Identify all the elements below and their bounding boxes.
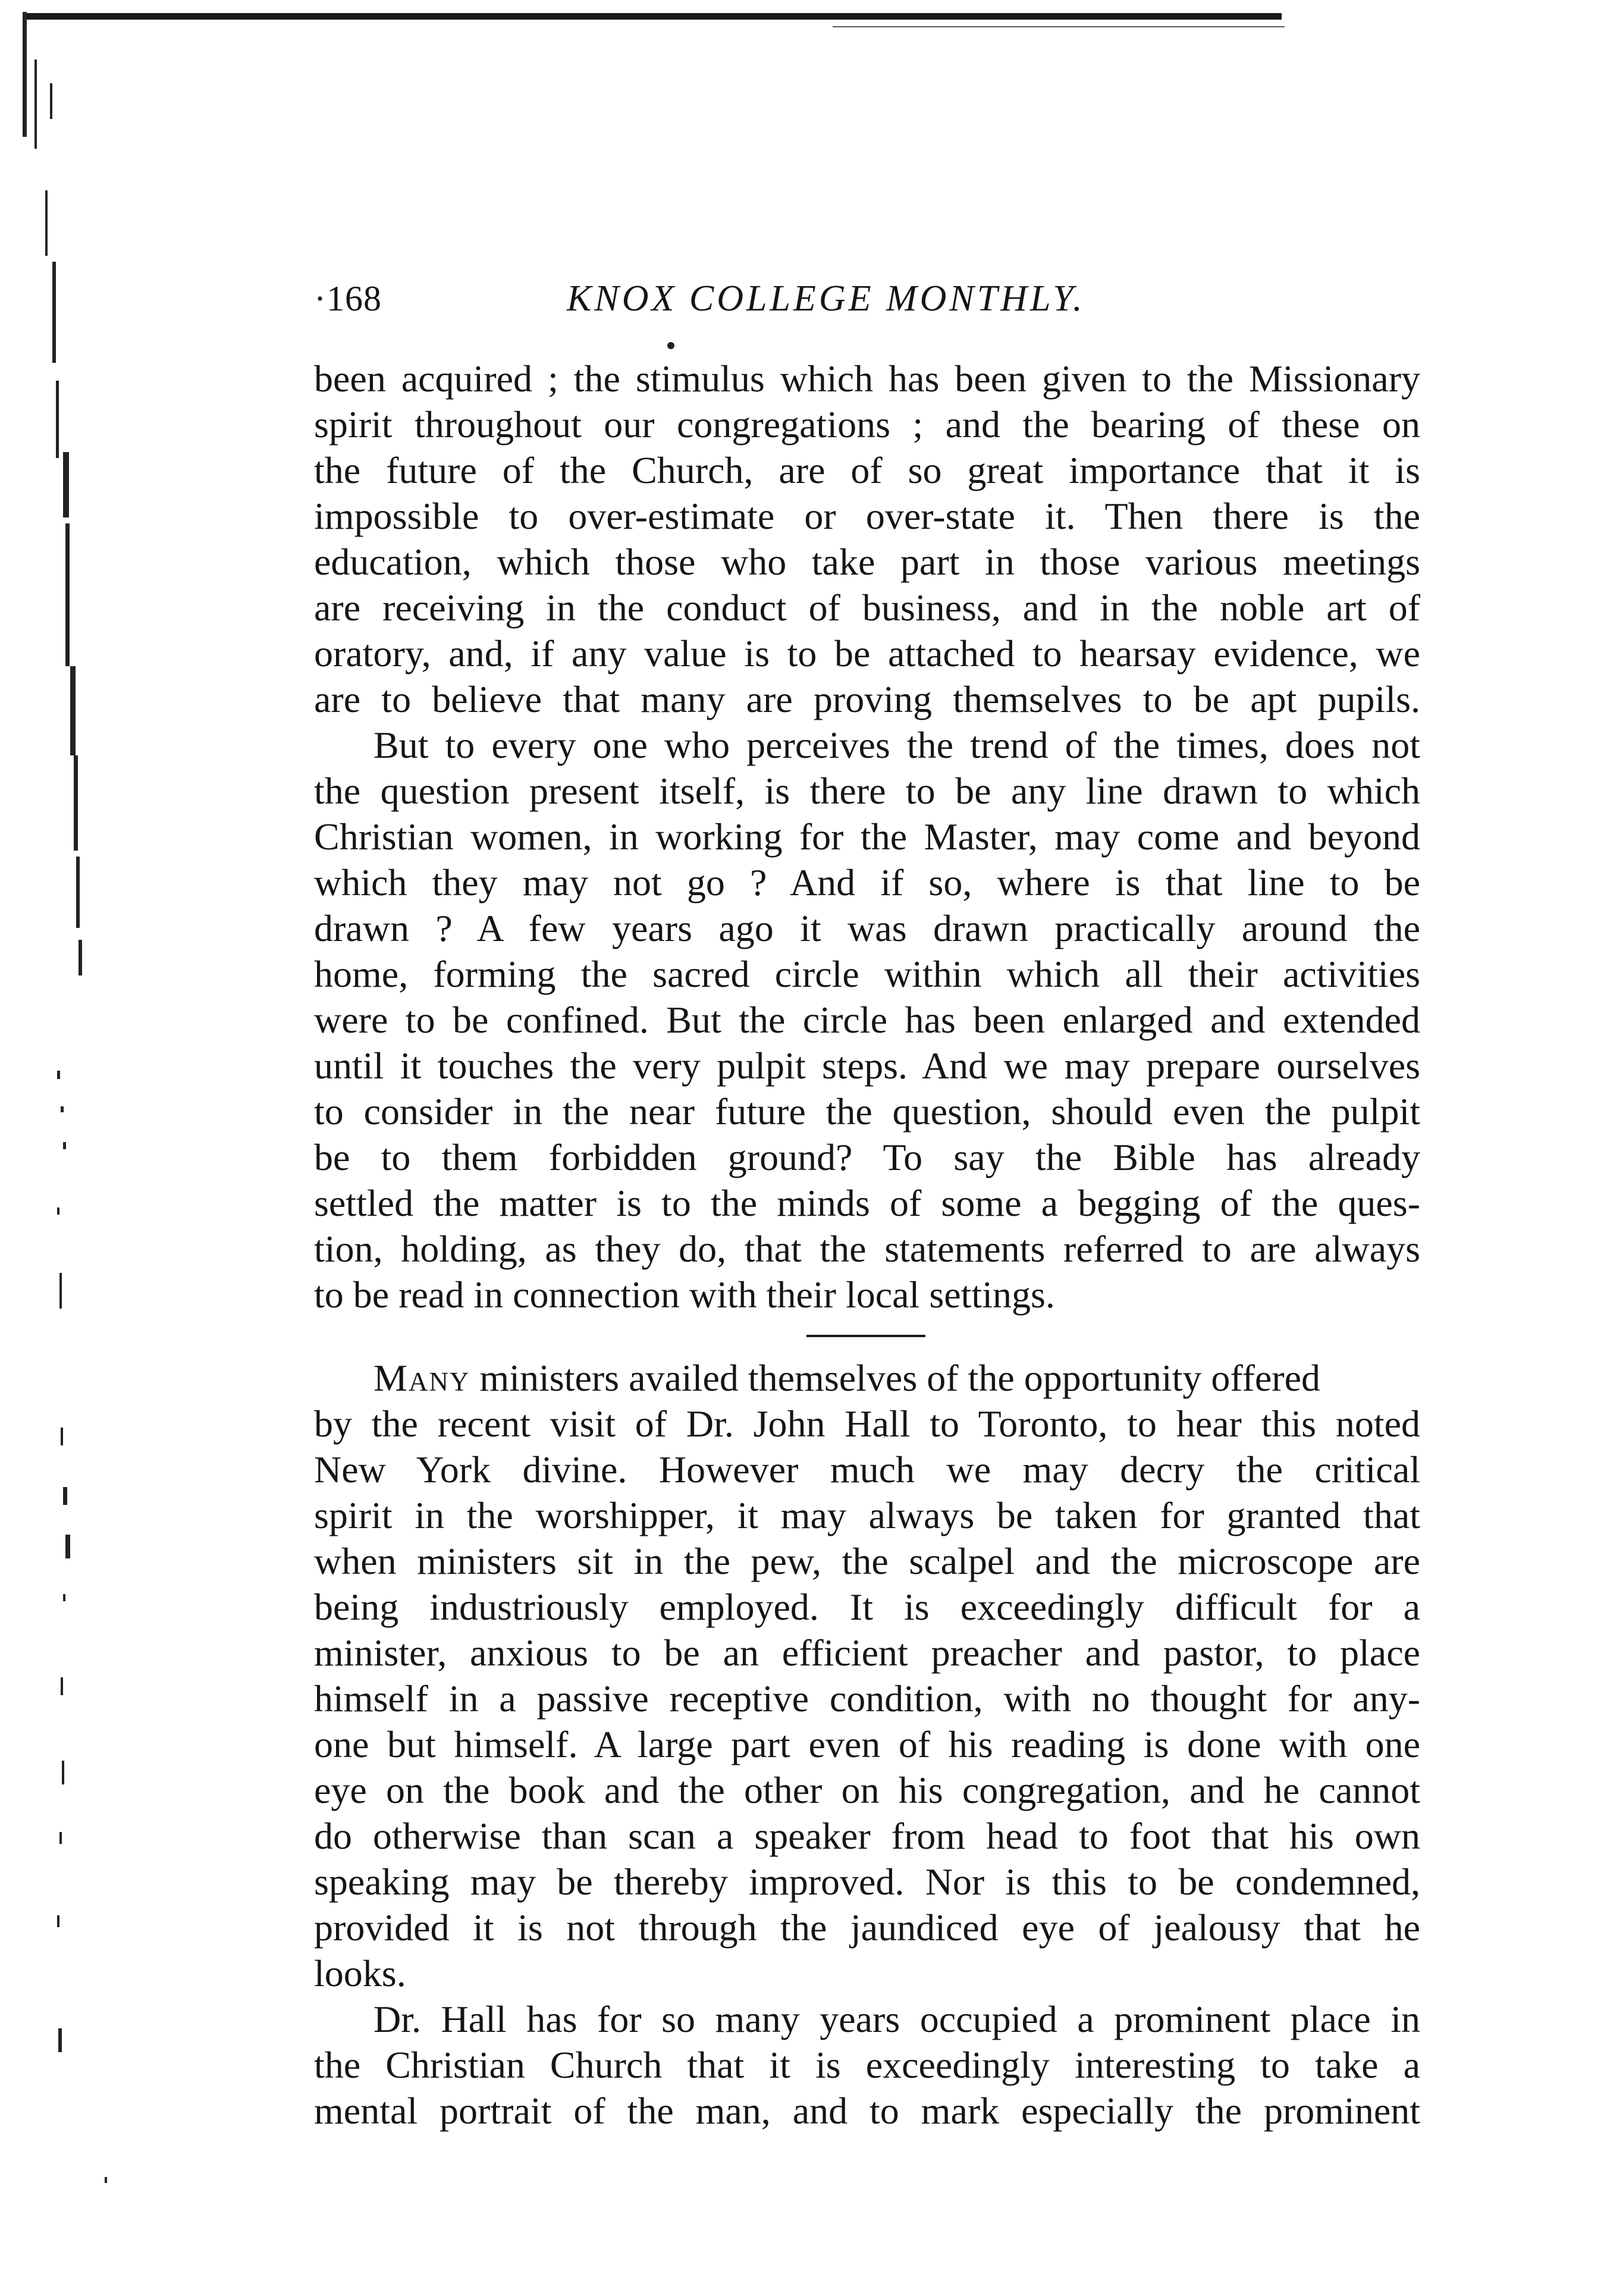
text-line: looks. bbox=[314, 1952, 406, 1994]
text-line: being industriously employed. It is exceedingly difficult for a bbox=[314, 1586, 1420, 1628]
header-dot-mark bbox=[667, 342, 674, 349]
text-line: provided it is not through the jaundiced eye of jealousy that he bbox=[314, 1906, 1420, 1949]
text-line: one but himself. A large part even of his reading is done with one bbox=[314, 1723, 1420, 1765]
section-divider bbox=[806, 1335, 925, 1337]
scan-top-rule bbox=[27, 13, 1282, 20]
text-line: tion, holding, as they do, that the statements referred to are always bbox=[314, 1228, 1420, 1270]
text-line bbox=[314, 1355, 1420, 1401]
text-line: are to believe that many are proving themselves to be apt pupils. bbox=[314, 678, 1420, 720]
scan-top-rule-thin bbox=[833, 26, 1285, 27]
scan-gutter-marks bbox=[21, 12, 111, 2248]
text-line: do otherwise than scan a speaker from head to foot that his own bbox=[314, 1815, 1420, 1857]
text-line: drawn ? A few years ago it was drawn practically around the bbox=[314, 907, 1420, 949]
text-line: by the recent visit of Dr. John Hall to Toronto, to hear this noted bbox=[314, 1403, 1420, 1445]
text-line: the question present itself, is there to be any line drawn to which bbox=[314, 770, 1420, 812]
text-line: to be read in connection with their local settings. bbox=[314, 1274, 1055, 1316]
text-line: to consider in the near future the question, should even the pulpit bbox=[314, 1090, 1420, 1133]
text-line: until it touches the very pulpit steps. And we may prepare ourselves bbox=[314, 1045, 1420, 1087]
text-line: minister, anxious to be an efficient preacher and pastor, to place bbox=[314, 1632, 1420, 1674]
text-line: himself in a passive receptive condition, with no thought for any- bbox=[314, 1677, 1420, 1720]
text-line: mental portrait of the man, and to mark especially the prominent bbox=[314, 2090, 1420, 2132]
text-line: speaking may be thereby improved. Nor is this to be condemned, bbox=[314, 1861, 1420, 1903]
text-line: impossible to over-estimate or over-state it. Then there is the bbox=[314, 495, 1420, 537]
text-line: are receiving in the conduct of business, and in the noble art of bbox=[314, 586, 1420, 629]
text-line: which they may not go ? And if so, where is that line to be bbox=[314, 861, 1420, 904]
text-line: were to be confined. But the circle has been enlarged and extended bbox=[314, 999, 1420, 1041]
text-line: when ministers sit in the pew, the scalpel and the microscope are bbox=[314, 1540, 1420, 1582]
text-line: New York divine. However much we may decry the critical bbox=[314, 1448, 1420, 1491]
text-line: the future of the Church, are of so great importance that it is bbox=[314, 449, 1420, 491]
text-block-2 bbox=[314, 1355, 1420, 2134]
journal-title: KNOX COLLEGE MONTHLY. bbox=[567, 278, 1085, 319]
text-line: Christian women, in working for the Master, may come and beyond bbox=[314, 815, 1420, 858]
text-line-rest: ministers availed themselves of the opportunity offered bbox=[470, 1357, 1320, 1399]
text-line: home, forming the sacred circle within which all their activities bbox=[314, 953, 1420, 995]
text-line: eye on the book and the other on his congregation, and he cannot bbox=[314, 1769, 1420, 1811]
text-line: Dr. Hall has for so many years occupied a prominent place in bbox=[373, 1998, 1420, 2040]
text-line: been acquired ; the stimulus which has been given to the Missionary bbox=[314, 357, 1420, 400]
text-block-1 bbox=[314, 356, 1420, 1318]
text-line: But to every one who perceives the trend of the times, does not bbox=[373, 724, 1420, 766]
text-line: be to them forbidden ground? To say the Bible has already bbox=[314, 1136, 1420, 1178]
text-line: spirit throughout our congregations ; and the bearing of these on bbox=[314, 403, 1420, 446]
text-line: settled the matter is to the minds of some a begging of the ques- bbox=[314, 1182, 1420, 1224]
lead-word: Many bbox=[373, 1357, 470, 1399]
running-head bbox=[314, 275, 1301, 322]
text-line: spirit in the worshipper, it may always be taken for granted that bbox=[314, 1494, 1420, 1536]
page-number: ·168 bbox=[314, 279, 382, 318]
text-line: the Christian Church that it is exceedingly interesting to take a bbox=[314, 2044, 1420, 2086]
text-line: education, which those who take part in those various meetings bbox=[314, 541, 1420, 583]
text-line: oratory, and, if any value is to be attached to hearsay evidence, we bbox=[314, 632, 1420, 675]
